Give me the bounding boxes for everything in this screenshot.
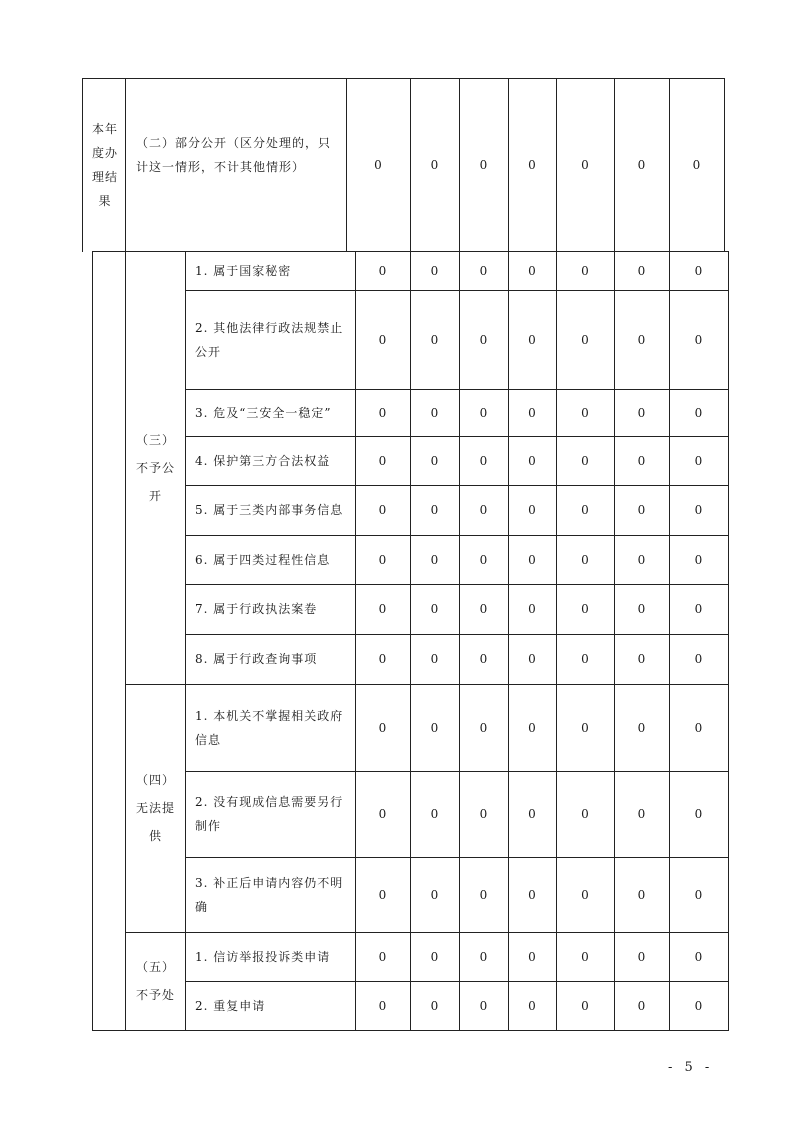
value-cell: 0 — [378, 332, 387, 347]
value-cell: 0 — [528, 157, 536, 172]
value-cell: 0 — [694, 552, 703, 567]
value-cell: 0 — [479, 720, 488, 735]
value-cell: 0 — [528, 652, 536, 666]
value-cell: 0 — [479, 949, 488, 964]
value-cell: 0 — [694, 602, 703, 616]
lower-left-border — [92, 251, 93, 1031]
value-cell: 0 — [637, 405, 646, 420]
value-cell: 0 — [694, 652, 703, 666]
value-cell: 0 — [637, 602, 646, 616]
value-cell: 0 — [637, 157, 646, 172]
value-cell: 0 — [479, 503, 488, 517]
value-cell: 0 — [479, 807, 488, 821]
value-cell: 0 — [528, 807, 536, 821]
rule-line — [125, 1030, 729, 1031]
row-label: 1. 本机关不掌握相关政府信息 — [195, 708, 344, 747]
rule-line — [728, 251, 729, 1031]
row-label: 8. 属于行政查询事项 — [195, 652, 318, 666]
value-cell: 0 — [581, 720, 589, 735]
value-cell: 0 — [374, 157, 382, 172]
page-number: - 5 - — [668, 1060, 714, 1075]
value-cell: 0 — [637, 807, 646, 821]
value-cell: 0 — [581, 332, 589, 347]
value-cell: 0 — [528, 949, 536, 964]
value-cell: 0 — [479, 602, 488, 616]
value-cell: 0 — [430, 453, 439, 468]
row-label: 1. 属于国家秘密 — [195, 263, 292, 278]
row-label: 5. 属于三类内部事务信息 — [195, 503, 344, 517]
value-cell: 0 — [430, 720, 439, 735]
value-cell: 0 — [378, 807, 387, 821]
value-cell: 0 — [581, 949, 589, 964]
group-label: （五）不予处 — [136, 960, 176, 1002]
value-cell: 0 — [637, 263, 646, 278]
value-cell: 0 — [479, 887, 488, 902]
value-cell: 0 — [430, 949, 439, 964]
row-label: 2. 其他法律行政法规禁止公开 — [195, 320, 344, 359]
value-cell: 0 — [378, 263, 387, 278]
value-cell: 0 — [430, 887, 439, 902]
row-label: 3. 危及“三安全一稳定” — [195, 405, 332, 420]
value-cell: 0 — [479, 998, 488, 1013]
rule-line — [125, 78, 126, 252]
value-cell: 0 — [581, 652, 589, 666]
value-cell: 0 — [479, 652, 488, 666]
value-cell: 0 — [430, 998, 439, 1013]
value-cell: 0 — [378, 720, 387, 735]
row-label: 4. 保护第三方合法权益 — [195, 453, 331, 468]
value-cell: 0 — [694, 887, 703, 902]
value-cell: 0 — [637, 887, 646, 902]
value-cell: 0 — [479, 552, 488, 567]
value-cell: 0 — [692, 157, 701, 172]
value-cell: 0 — [528, 405, 536, 420]
value-cell: 0 — [581, 263, 589, 278]
row-label: 6. 属于四类过程性信息 — [195, 552, 331, 567]
value-cell: 0 — [637, 453, 646, 468]
value-cell: 0 — [528, 332, 536, 347]
value-cell: 0 — [528, 263, 536, 278]
row-label: 2. 重复申请 — [195, 998, 266, 1013]
row-label: 3. 补正后申请内容仍不明确 — [195, 875, 344, 914]
value-cell: 0 — [528, 453, 536, 468]
value-cell: 0 — [378, 552, 387, 567]
value-cell: 0 — [637, 552, 646, 567]
value-cell: 0 — [581, 887, 589, 902]
value-cell: 0 — [637, 998, 646, 1013]
value-cell: 0 — [694, 720, 703, 735]
value-cell: 0 — [528, 998, 536, 1013]
value-cell: 0 — [479, 157, 488, 172]
value-cell: 0 — [378, 949, 387, 964]
value-cell: 0 — [694, 332, 703, 347]
value-cell: 0 — [694, 263, 703, 278]
value-cell: 0 — [637, 720, 646, 735]
row-label: 1. 信访举报投诉类申请 — [195, 949, 331, 964]
group-label: （三）不予公开 — [136, 432, 176, 503]
value-cell: 0 — [430, 405, 439, 420]
value-cell: 0 — [528, 602, 536, 616]
partial-open-label: （二）部分公开（区分处理的，只计这一情形，不计其他情形） — [136, 136, 332, 174]
value-cell: 0 — [637, 949, 646, 964]
value-cell: 0 — [637, 332, 646, 347]
value-cell: 0 — [430, 652, 439, 666]
value-cell: 0 — [528, 887, 536, 902]
value-cell: 0 — [479, 332, 488, 347]
value-cell: 0 — [581, 807, 589, 821]
section-label-cell: 本年度办理结果 — [91, 122, 118, 208]
value-cell: 0 — [378, 453, 387, 468]
row-label: 2. 没有现成信息需要另行制作 — [195, 795, 344, 833]
value-cell: 0 — [694, 998, 703, 1013]
value-cell: 0 — [430, 263, 439, 278]
value-cell: 0 — [581, 405, 589, 420]
value-cell: 0 — [528, 552, 536, 567]
value-cell: 0 — [637, 652, 646, 666]
value-cell: 0 — [378, 503, 387, 517]
value-cell: 0 — [378, 887, 387, 902]
value-cell: 0 — [581, 453, 589, 468]
rule-line — [724, 78, 725, 252]
value-cell: 0 — [694, 405, 703, 420]
value-cell: 0 — [581, 552, 589, 567]
value-cell: 0 — [528, 503, 536, 517]
value-cell: 0 — [581, 998, 589, 1013]
value-cell: 0 — [430, 157, 439, 172]
value-cell: 0 — [378, 405, 387, 420]
value-cell: 0 — [430, 332, 439, 347]
value-cell: 0 — [581, 602, 589, 616]
value-cell: 0 — [430, 503, 439, 517]
value-cell: 0 — [694, 807, 703, 821]
value-cell: 0 — [430, 807, 439, 821]
value-cell: 0 — [694, 453, 703, 468]
value-cell: 0 — [479, 453, 488, 468]
row-label: 7. 属于行政执法案卷 — [195, 602, 318, 616]
value-cell: 0 — [430, 602, 439, 616]
value-cell: 0 — [694, 503, 703, 517]
group-label: （四）无法提供 — [136, 773, 176, 843]
value-cell: 0 — [479, 405, 488, 420]
value-cell: 0 — [528, 720, 536, 735]
top-left-border — [82, 78, 83, 252]
value-cell: 0 — [637, 503, 646, 517]
value-cell: 0 — [430, 552, 439, 567]
value-cell: 0 — [581, 503, 589, 517]
value-cell: 0 — [378, 602, 387, 616]
value-cell: 0 — [378, 998, 387, 1013]
value-cell: 0 — [581, 157, 589, 172]
value-cell: 0 — [378, 652, 387, 666]
value-cell: 0 — [694, 949, 703, 964]
value-cell: 0 — [479, 263, 488, 278]
